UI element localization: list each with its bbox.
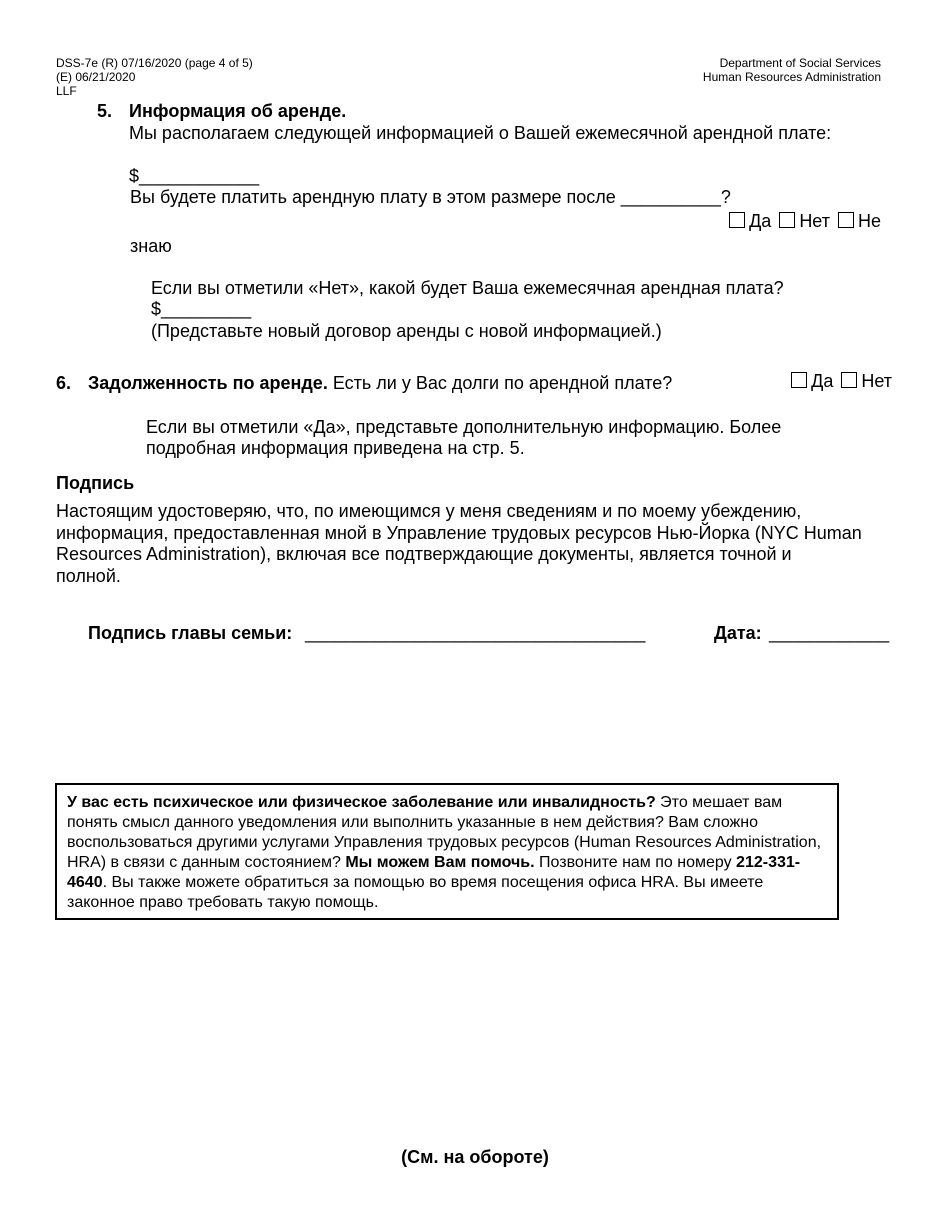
- section-6-title: Задолженность по аренде.: [88, 373, 328, 393]
- notice-phone-number: 212-331-4640: [67, 854, 801, 891]
- section-6-number: 6.: [56, 373, 72, 393]
- section-5-title: Информация об аренде.: [129, 101, 347, 121]
- arrears-no-label: Нет: [861, 371, 892, 391]
- certification-line-3: Resources Administration), включая все подтверждающие документы, является точной и: [56, 544, 792, 564]
- notice-text-3: . Вы также можете обратиться за помощью во время посещения офиса HRA. Вы имеете законное право требовать такую помощь.: [67, 874, 764, 911]
- certification-line-1: Настоящим удостоверяю, что, по имеющимся у меня сведениям и по моему убеждению,: [56, 501, 802, 521]
- notice-text-1: Это мешает вам понять смысл данного уведомления или выполнить указанные в нем действия? Вам сложно воспользоваться другими услугами Управления трудовых ресурсов (Human Resources Administration, HRA) в связи с данным состоянием?: [67, 794, 822, 871]
- accessibility-notice-box: [55, 783, 839, 920]
- notice-help-offer: Мы можем Вам помочь.: [345, 854, 535, 871]
- dont-know-label-end: знаю: [130, 236, 172, 256]
- arrears-yes-label: Да: [811, 371, 834, 391]
- administration-name: Human Resources Administration: [702, 70, 881, 84]
- dont-know-label-start: Не: [857, 211, 881, 231]
- certification-line-4: полной.: [56, 566, 121, 586]
- form-id: DSS-7e (R) 07/16/2020 (page 4 of 5): [56, 56, 253, 70]
- no-checkbox[interactable]: [779, 212, 795, 228]
- section-6-line: [88, 372, 672, 394]
- yes-checkbox[interactable]: [729, 212, 745, 228]
- new-lease-instruction: (Представьте новый договор аренды с новой информацией.): [151, 321, 662, 341]
- notice-question: У вас есть психическое или физическое заболевание или инвалидность?: [67, 794, 656, 811]
- rent-amount-field[interactable]: $____________: [129, 166, 260, 186]
- section-5-intro: Мы располагаем следующей информацией о Вашей ежемесячной арендной плате:: [129, 123, 832, 143]
- signature-heading: Подпись: [56, 473, 135, 493]
- form-edition: (E) 06/21/2020: [56, 70, 136, 84]
- rent-after-question: Вы будете платить арендную плату в этом размере после __________?: [130, 187, 731, 207]
- certification-line-2: информация, предоставленная мной в Управление трудовых ресурсов Нью-Йорка (NYC Human: [56, 523, 862, 543]
- if-no-question: Если вы отметили «Нет», какой будет Ваша ежемесячная арендная плата?: [151, 278, 784, 298]
- if-yes-instruction-line-2: подробная информация приведена на стр. 5.: [146, 438, 525, 458]
- arrears-yes-checkbox[interactable]: [791, 372, 807, 388]
- no-label: Нет: [799, 211, 830, 231]
- if-yes-instruction-line-1: Если вы отметили «Да», представьте дополнительную информацию. Более: [146, 417, 782, 437]
- rent-arrears-question: Есть ли у Вас долги по арендной плате?: [332, 373, 673, 393]
- form-code: LLF: [56, 84, 77, 98]
- arrears-answer-options: [791, 370, 892, 392]
- rent-answer-options: [729, 210, 881, 232]
- dont-know-checkbox[interactable]: [838, 212, 854, 228]
- new-rent-amount-field[interactable]: $_________: [151, 299, 252, 319]
- arrears-no-checkbox[interactable]: [841, 372, 857, 388]
- date-field[interactable]: ____________: [769, 623, 890, 643]
- accessibility-notice-text: [67, 793, 827, 913]
- section-5-number: 5.: [97, 101, 113, 121]
- department-name: Department of Social Services: [719, 56, 881, 70]
- continued-on-back: (См. на обороте): [401, 1147, 549, 1167]
- head-of-household-signature-field[interactable]: __________________________________: [305, 623, 646, 643]
- notice-text-2: Позвоните нам по номеру: [534, 854, 737, 871]
- yes-label: Да: [749, 211, 772, 231]
- head-of-household-label: Подпись главы семьи:: [88, 623, 293, 643]
- date-label: Дата:: [714, 623, 762, 643]
